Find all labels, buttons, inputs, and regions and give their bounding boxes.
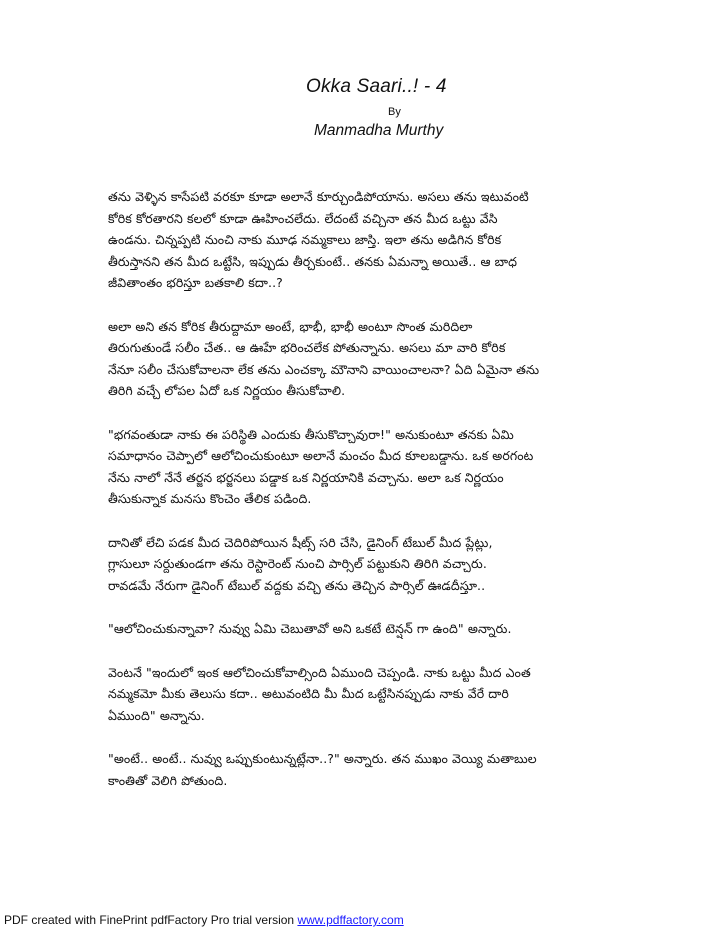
paragraph [108, 748, 668, 791]
text-line: తిరిగి వచ్చే లోపల ఏదో ఒక నిర్ణయం తీసుకోవాలి. [108, 383, 346, 398]
text-line: కోరిక కోరతారని కలలో కూడా ఊహించలేదు. లేదంటే వచ్చినా తన మీద ఒట్టు వేసి [108, 210, 498, 226]
text-line: తీరుస్తానని తన మీద ఒట్టేసి, ఇప్పుడు తీర్చకుంటే.. తనకు ఏమన్నా అయితే.. ఆ బాధ [108, 253, 518, 269]
paragraph [108, 662, 668, 727]
byline: By [388, 106, 401, 118]
text-line: ఉండను. చిన్నప్పటి నుంచి నాకు మూఢ నమ్మకాలు జాస్తి. ఇలా తను అడిగిన కోరిక [108, 232, 502, 247]
paragraph [108, 316, 668, 402]
text-line: అలా అని తన కోరిక తీరుద్దామా అంటే, భాభీ, భాభీ అంటూ సొంత మరిదిలా [108, 318, 473, 334]
paragraph [108, 532, 668, 597]
text-line: తను వెళ్ళిన కాసేపటి వరకూ కూడా అలానే కూర్చుండిపోయాను. అసలు తను ఇటువంటి [108, 189, 529, 204]
text-line: గ్లాసులూ సర్దుతుండగా తను రెస్టారెంట్ నుంచి పార్సిల్ పట్టుకుని తిరిగి వచ్చారు. [108, 556, 487, 571]
text-line: కాంతితో వెలిగి పోతుంది. [108, 772, 228, 788]
text-line: జీవితాంతం భరిస్తూ బతకాలి కదా..? [108, 275, 283, 290]
text-line: వెంటనే "ఇందులో ఇంక ఆలోచించుకోవాల్సింది ఏముంది చెప్పండి. నాకు ఒట్టు మీద ఎంత [108, 664, 531, 680]
text-line: రావడమే నేరుగా డైనింగ్ టేబుల్ వద్దకు వచ్చి తను తెచ్చిన పార్సిల్ ఊడదీస్తూ.. [108, 577, 486, 593]
paragraph [108, 618, 668, 640]
footer-link[interactable]: www.pdffactory.com [297, 913, 404, 927]
text-line: తిరుగుతుండే సలీం చేత.. ఆ ఊహే భరించలేక పోతున్నాను. అసలు మా వారి కోరిక [108, 340, 506, 355]
paragraph [108, 186, 668, 294]
story-body [108, 186, 668, 813]
pdf-footer [4, 913, 404, 927]
text-line: దానితో లేచి పడక మీద చెదిరిపోయిన షీట్స్ సరి చేసి, డైనింగ్ టేబుల్ మీద ప్లేట్లు, [108, 534, 493, 550]
text-line: నమ్మకమో మీకు తెలుసు కదా.. అటువంటిది మీ మీద ఒట్టేసినప్పుడు నాకు వేరే దారి [108, 686, 509, 701]
text-line: "అంటే.. అంటే.. నువ్వు ఒప్పుకుంటున్నట్లేనా..?" అన్నారు. తన ముఖం వెయ్యి మతాబుల [108, 751, 537, 766]
author-name: Manmadha Murthy [314, 122, 444, 139]
text-line: నేను నాలో నేనే తర్జన భర్జనలు పడ్డాక ఒక నిర్ణయానికి వచ్చాను. అలా ఒక నిర్ణయం [108, 469, 504, 485]
paragraph [108, 424, 668, 510]
text-line: సమాధానం చెప్పాలో ఆలోచించుకుంటూ అలానే మంచం మీద కూలబడ్డాను. ఒక అరగంట [108, 448, 534, 463]
text-line: "ఆలోచించుకున్నావా? నువ్వు ఏమి చెబుతావో అని ఒకటే టెన్షన్ గా ఉంది" అన్నారు. [108, 621, 512, 636]
text-line: తీసుకున్నాక మనసు కొంచెం తేలిక పడింది. [108, 491, 312, 506]
text-line: ఏముంది" అన్నాను. [108, 707, 205, 723]
footer-text: PDF created with FinePrint pdfFactory Pro trial version [4, 913, 298, 927]
text-line: నేనూ సలీం చేసుకోవాలనా లేక తను ఎంచక్కా మౌనాని వాయించాలనా? ఏది ఏమైనా తను [108, 361, 540, 377]
text-line: "భగవంతుడా నాకు ఈ పరిస్థితి ఎందుకు తీసుకొచ్చావురా!" అనుకుంటూ తనకు ఏమి [108, 426, 514, 442]
document-title: Okka Saari..! - 4 [306, 76, 447, 97]
